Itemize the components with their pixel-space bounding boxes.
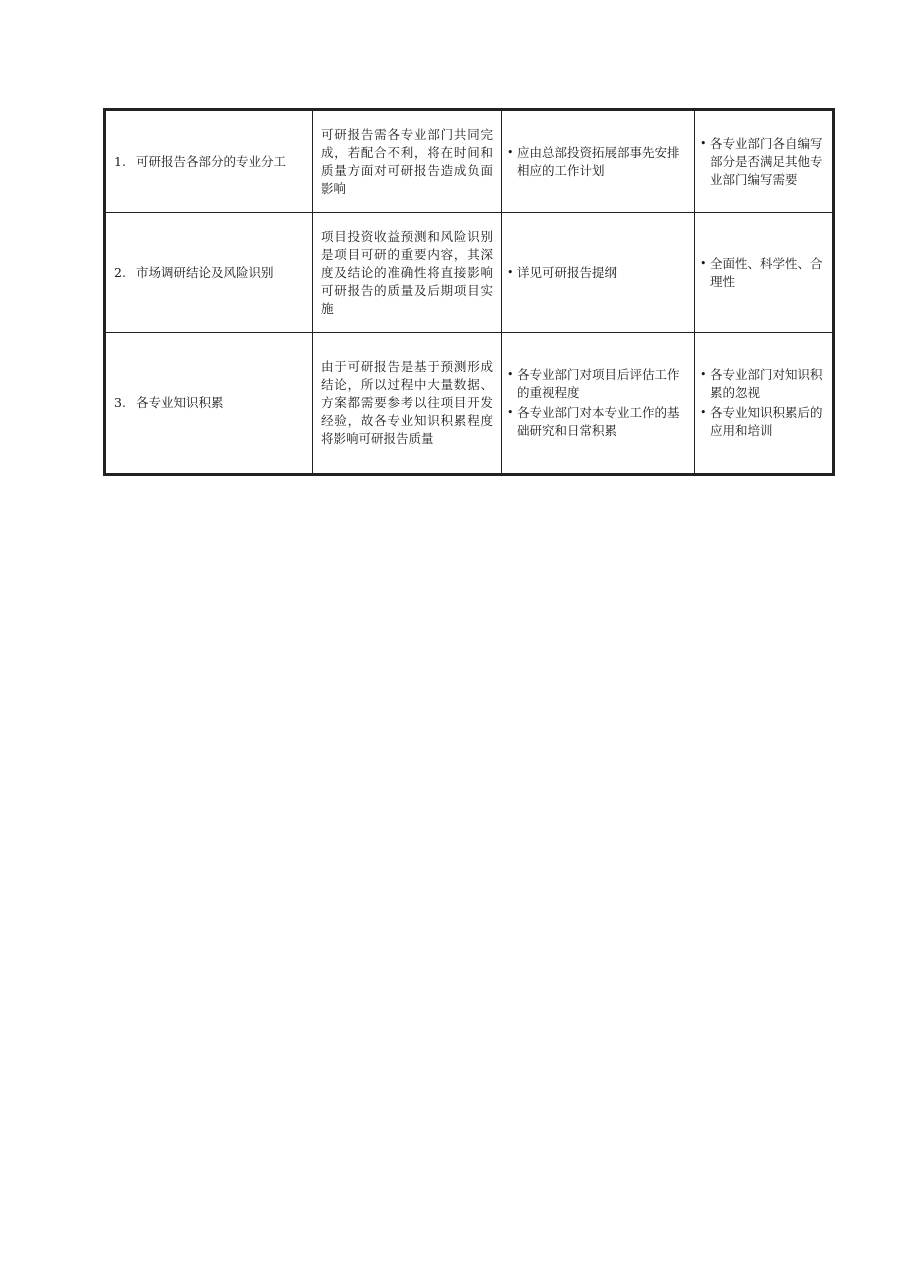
bullet-icon: • — [507, 265, 514, 279]
table-row — [106, 111, 833, 213]
list-item: • 各专业部门对本专业工作的基础研究和日常积累 — [507, 405, 680, 438]
list-item: • 应由总部投资拓展部事先安排相应的工作计划 — [507, 144, 680, 178]
bullet-icon: • — [700, 136, 707, 150]
points-cell — [695, 111, 833, 213]
item-number: 1. — [114, 153, 126, 169]
impact-cell: 可研报告需各专业部门共同完成，若配合不利，将在时间和质量方面对可研报告造成负面影响 — [313, 111, 502, 213]
impact-cell: 项目投资收益预测和风险识别是项目可研的重要内容，其深度及结论的准确性将直接影响可研报告的质量及后期项目实施 — [313, 213, 502, 333]
bullet-icon: • — [700, 368, 707, 381]
item-cell — [106, 111, 313, 213]
bullet-icon: • — [507, 145, 514, 159]
risk-table — [105, 110, 833, 474]
points-cell — [695, 213, 833, 333]
list-item: • 详见可研报告提纲 — [507, 264, 618, 280]
table-row — [106, 333, 833, 474]
item-number: 2. — [114, 264, 126, 280]
impact-cell: 由于可研报告是基于预测形成结论，所以过程中大量数据、方案都需要参考以往项目开发经验，故各专业知识积累程度将影响可研报告质量 — [313, 333, 502, 474]
measures-cell — [502, 111, 695, 213]
bullet-icon: • — [700, 406, 707, 419]
list-item: • 各专业知识积累后的应用和培训 — [700, 405, 823, 438]
list-item: • 各专业部门对知识积累的忽视 — [700, 367, 823, 400]
bullet-icon: • — [507, 406, 514, 419]
item-title: 市场调研结论及风险识别 — [136, 264, 274, 280]
list-item: • 全面性、科学性、合理性 — [700, 255, 823, 289]
item-cell — [106, 213, 313, 333]
measures-cell — [502, 213, 695, 333]
list-item: • 各专业部门各自编写部分是否满足其他专业部门编写需要 — [700, 135, 823, 187]
item-number: 3. — [114, 395, 126, 410]
item-title: 各专业知识积累 — [136, 395, 224, 410]
measures-cell — [502, 333, 695, 474]
item-title: 可研报告各部分的专业分工 — [136, 153, 287, 169]
points-cell — [695, 333, 833, 474]
risk-table-container — [103, 108, 835, 476]
list-item: • 各专业部门对项目后评估工作的重视程度 — [507, 367, 680, 400]
bullet-icon: • — [700, 256, 707, 270]
bullet-icon: • — [507, 368, 514, 381]
item-cell — [106, 333, 313, 474]
table-row — [106, 213, 833, 333]
